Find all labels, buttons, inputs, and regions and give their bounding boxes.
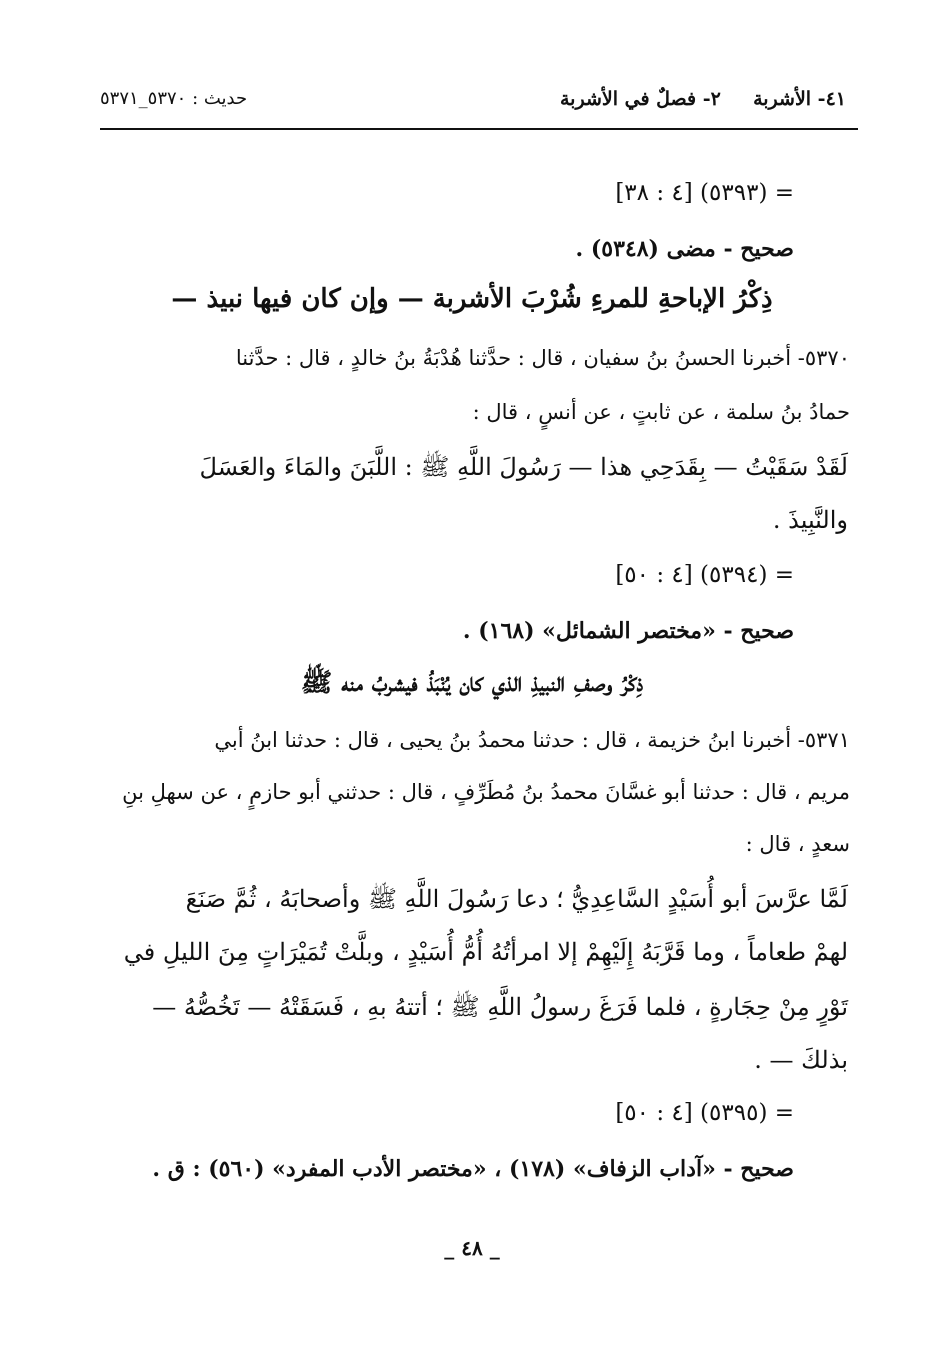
hadith-5371-text-line-3: تَوْرٍ مِنْ حِجَارةٍ ، فلما فَرَغَ رسولُ اللَّهِ ﷺ ؛ أتتهُ بهِ ، فَسَقَتْهُ — تَخُصُّهُ —	[152, 993, 848, 1021]
header-divider	[100, 128, 858, 130]
chapter-heading-1: ذِكْرُ الإباحةِ للمرءِ شُرْبَ الأشربة — وإن كان فيها نبيذ —	[171, 284, 773, 314]
grading-note-2: صحيح - «مختصر الشمائل» (١٦٨) .	[462, 618, 794, 644]
hadith-5371-isnad-line-3: سعدٍ ، قال :	[745, 832, 850, 856]
chapter-heading-2: ذِكْرُ وصفِ النبيذِ الذي كان يُنْبَذُ فيشربُ منه ﷺ	[300, 668, 644, 698]
cross-reference-1: = (٥٣٩٣) [٤ : ٣٨]	[615, 180, 794, 206]
hadith-5371-isnad-line-1: ٥٣٧١- أخبرنا ابنُ خزيمة ، قال : حدثنا محمدُ بنُ يحيى ، قال : حدثنا ابنُ أبي	[214, 728, 850, 752]
header-hadith-range: حديث : ٥٣٧٠_٥٣٧١	[100, 88, 248, 109]
grading-note-3: صحيح - «آداب الزفاف» (١٧٨) ، «مختصر الأدب المفرد» (٥٦٠) : ق .	[152, 1156, 794, 1182]
header-section-title: ٢- فصلٌ في الأشربة	[560, 88, 721, 110]
hadith-5371-text-line-1: لَمَّا عرَّسَ أبو أُسَيْدٍ السَّاعِدِيُّ ؛ دعا رَسُولَ اللَّهِ ﷺ وأصحابَهُ ، ثُمَّ صَنَعَ	[185, 885, 848, 913]
hadith-5371-text-line-2: لهمْ طعاماً ، وما قَرَّبَهُ إِلَيْهِمْ إلا امرأتُهُ أُمُّ أُسَيْدٍ ، وبلَّتْ تُمَيْرَاتٍ مِنَ الليلِ في	[123, 938, 848, 966]
hadith-5370-text-line-2: والنَّبِيذَ .	[772, 506, 848, 534]
header-chapter-title: ٤١- الأشربة	[753, 88, 846, 110]
hadith-5371-isnad-line-2: مريم ، قال : حدثنا أبو غسَّانَ محمدُ بنُ مُطَرِّفٍ ، قال : حدثني أبو حازمٍ ، عن سهلِ بنِ	[122, 780, 850, 804]
grading-note-1: صحيح - مضى (٥٣٤٨) .	[575, 236, 794, 262]
hadith-5370-isnad-line-2: حمادُ بنُ سلمة ، عن ثابتٍ ، عن أنسٍ ، قال :	[472, 400, 850, 424]
cross-reference-2: = (٥٣٩٤) [٤ : ٥٠]	[615, 562, 794, 588]
hadith-5370-isnad-line-1: ٥٣٧٠- أخبرنا الحسنُ بنُ سفيان ، قال : حدَّثنا هُدْبَةُ بنُ خالدٍ ، قال : حدَّثنا	[235, 346, 850, 370]
hadith-5371-text-line-4: بذلكَ — .	[754, 1046, 848, 1074]
page-number: _ ٤٨ _	[444, 1236, 500, 1260]
hadith-5370-text-line-1: لَقَدْ سَقَيْتُ — بِقَدَحِي هذا — رَسُولَ اللَّهِ ﷺ : اللَّبَنَ والمَاءَ والعَسَلَ	[199, 453, 848, 481]
cross-reference-3: = (٥٣٩٥) [٤ : ٥٠]	[615, 1100, 794, 1126]
